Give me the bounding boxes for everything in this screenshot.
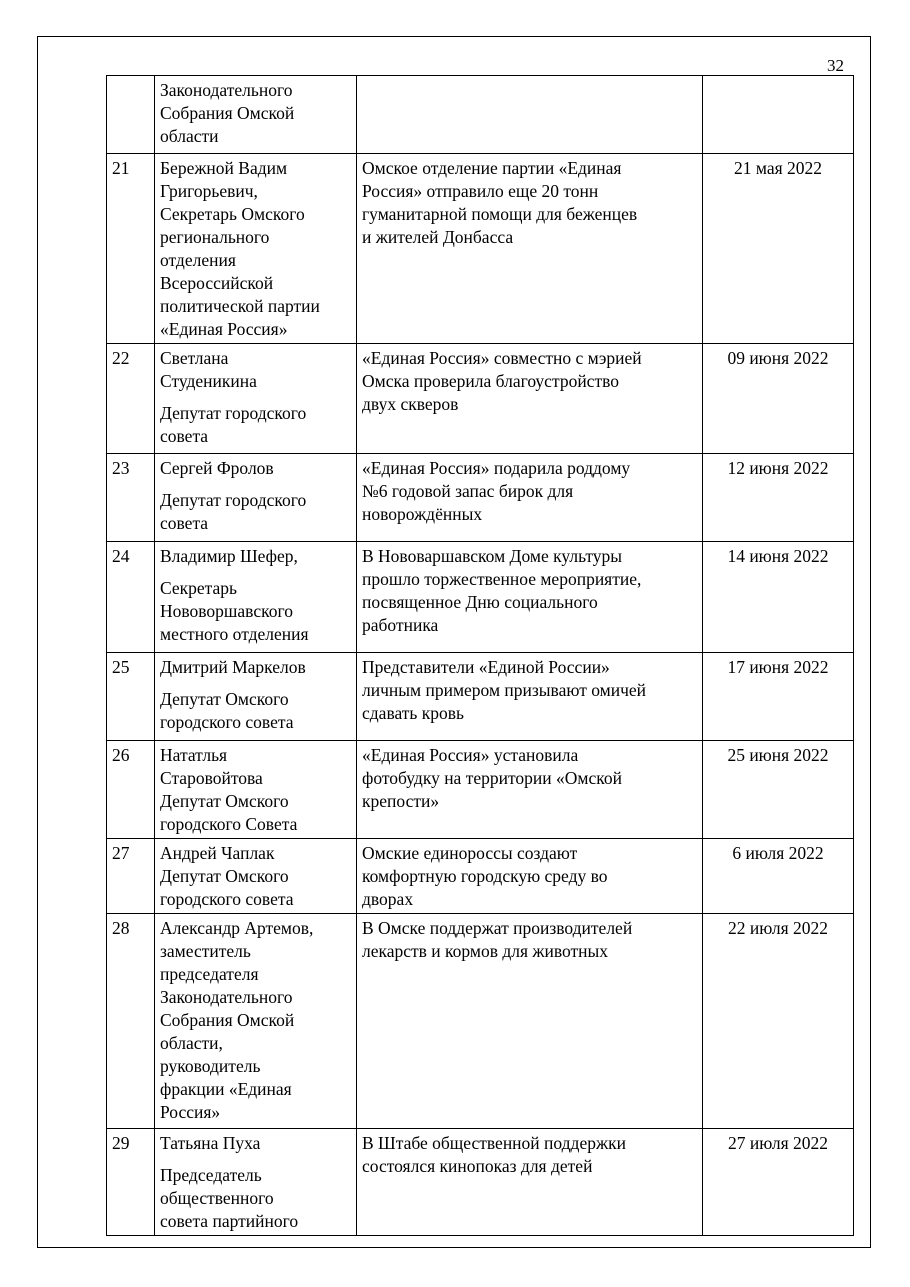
title-line: прошло торжественное мероприятие, (362, 569, 642, 589)
title-line: гуманитарной помощи для беженцев (362, 204, 638, 224)
row-number: 29 (107, 1129, 155, 1236)
table-row (107, 741, 854, 839)
table-row (107, 839, 854, 914)
table-row (107, 914, 854, 1129)
title-line: посвященное Дню социального (362, 592, 598, 612)
title-line: «Единая Россия» установила (362, 745, 579, 765)
author-position-line: Депутат городского (160, 403, 307, 423)
author-position-line: совета (160, 513, 209, 533)
author-line: Александр Артемов, (160, 918, 314, 938)
row-number: 23 (107, 454, 155, 542)
title-line: новорождённых (362, 504, 483, 524)
title-line: Омска проверила благоустройство (362, 371, 619, 391)
title-line: личным примером призывают омичей (362, 680, 647, 700)
author-line: Татьяна Пуха (160, 1133, 261, 1153)
author-position-line: Секретарь (160, 578, 238, 598)
author-line: Светлана (160, 348, 229, 368)
title-line: работника (362, 615, 439, 635)
title-cell (357, 1129, 703, 1236)
author-line: Законодательного (160, 80, 293, 100)
author-line: Григорьевич, (160, 181, 258, 201)
author-line: Бережной Вадим (160, 158, 288, 178)
title-line: Омские единороссы создают (362, 843, 578, 863)
title-line: лекарств и кормов для животных (362, 941, 609, 961)
row-number (107, 76, 155, 154)
author-line: Депутат Омского (160, 791, 289, 811)
row-number: 22 (107, 344, 155, 454)
row-number: 28 (107, 914, 155, 1129)
author-cell (155, 741, 357, 839)
author-position-line: Депутат городского (160, 490, 307, 510)
date-cell: 17 июня 2022 (703, 653, 854, 741)
author-line: городского Совета (160, 814, 298, 834)
title-cell (357, 741, 703, 839)
author-cell (155, 344, 357, 454)
author-position-line: общественного (160, 1188, 274, 1208)
title-line: Представители «Единой России» (362, 657, 610, 677)
author-line: руководитель (160, 1056, 261, 1076)
row-number: 26 (107, 741, 155, 839)
title-line: крепости» (362, 791, 440, 811)
author-position-line: совета партийного (160, 1211, 299, 1231)
events-table (106, 75, 854, 1236)
date-cell: 21 мая 2022 (703, 154, 854, 344)
author-line: политической партии (160, 296, 320, 316)
date-cell: 14 июня 2022 (703, 542, 854, 653)
date-cell (703, 76, 854, 154)
title-cell (357, 542, 703, 653)
title-line: сдавать кровь (362, 703, 465, 723)
title-line: «Единая Россия» подарила роддому (362, 458, 631, 478)
author-line: области (160, 126, 219, 146)
author-line: Андрей Чаплак (160, 843, 275, 863)
author-line: Владимир Шефер, (160, 546, 298, 566)
title-line: Россия» отправило еще 20 тонн (362, 181, 599, 201)
title-line: «Единая Россия» совместно с мэрией (362, 348, 642, 368)
author-line: городского совета (160, 889, 294, 909)
row-number: 25 (107, 653, 155, 741)
author-line: Студеникина (160, 371, 257, 391)
author-position-line: Депутат Омского (160, 689, 289, 709)
author-position-line: городского совета (160, 712, 294, 732)
title-cell (357, 839, 703, 914)
author-line: Собрания Омской (160, 103, 295, 123)
title-line: дворах (362, 889, 414, 909)
author-cell (155, 454, 357, 542)
author-position-line: местного отделения (160, 624, 309, 644)
author-cell (155, 154, 357, 344)
author-line: «Единая Россия» (160, 319, 288, 339)
title-line: В Омске поддержат производителей (362, 918, 633, 938)
author-cell (155, 542, 357, 653)
table-row (107, 1129, 854, 1236)
author-line: Россия» (160, 1102, 221, 1122)
author-line: Старовойтова (160, 768, 263, 788)
author-line: фракции «Единая (160, 1079, 292, 1099)
author-line: регионального (160, 227, 270, 247)
author-line: Дмитрий Маркелов (160, 657, 306, 677)
title-line: №6 годовой запас бирок для (362, 481, 574, 501)
author-position-line: Нововоршавского (160, 601, 293, 621)
title-line: комфортную городскую среду во (362, 866, 608, 886)
title-cell (357, 344, 703, 454)
title-cell (357, 76, 703, 154)
title-cell (357, 154, 703, 344)
author-line: Секретарь Омского (160, 204, 305, 224)
author-line: Всероссийской (160, 273, 274, 293)
title-cell (357, 454, 703, 542)
title-line: двух скверов (362, 394, 459, 414)
author-line: Депутат Омского (160, 866, 289, 886)
date-cell: 25 июня 2022 (703, 741, 854, 839)
table-row (107, 542, 854, 653)
title-line: В Нововаршавском Доме культуры (362, 546, 623, 566)
date-cell: 6 июля 2022 (703, 839, 854, 914)
author-position-line: Председатель (160, 1165, 262, 1185)
author-line: председателя (160, 964, 259, 984)
author-cell (155, 839, 357, 914)
title-line: В Штабе общественной поддержки (362, 1133, 626, 1153)
title-cell (357, 653, 703, 741)
page-number: 32 (827, 56, 844, 75)
author-cell (155, 1129, 357, 1236)
title-line: и жителей Донбасса (362, 227, 514, 247)
author-cell (155, 914, 357, 1129)
table-row (107, 154, 854, 344)
table-body (107, 76, 854, 1236)
date-cell: 22 июля 2022 (703, 914, 854, 1129)
author-line: заместитель (160, 941, 251, 961)
row-number: 24 (107, 542, 155, 653)
date-cell: 12 июня 2022 (703, 454, 854, 542)
row-number: 27 (107, 839, 155, 914)
table-row (107, 344, 854, 454)
title-line: фотобудку на территории «Омской (362, 768, 622, 788)
table-row (107, 454, 854, 542)
row-number: 21 (107, 154, 155, 344)
date-cell: 27 июля 2022 (703, 1129, 854, 1236)
title-line: состоялся кинопоказ для детей (362, 1156, 593, 1176)
author-cell (155, 653, 357, 741)
author-cell (155, 76, 357, 154)
table-row (107, 653, 854, 741)
author-line: Законодательного (160, 987, 293, 1007)
author-line: области, (160, 1033, 223, 1053)
author-line: Сергей Фролов (160, 458, 274, 478)
date-cell: 09 июня 2022 (703, 344, 854, 454)
author-position-line: совета (160, 426, 209, 446)
author-line: отделения (160, 250, 236, 270)
author-line: Нататлья (160, 745, 228, 765)
title-line: Омское отделение партии «Единая (362, 158, 622, 178)
title-cell (357, 914, 703, 1129)
author-line: Собрания Омской (160, 1010, 295, 1030)
table-row (107, 76, 854, 154)
